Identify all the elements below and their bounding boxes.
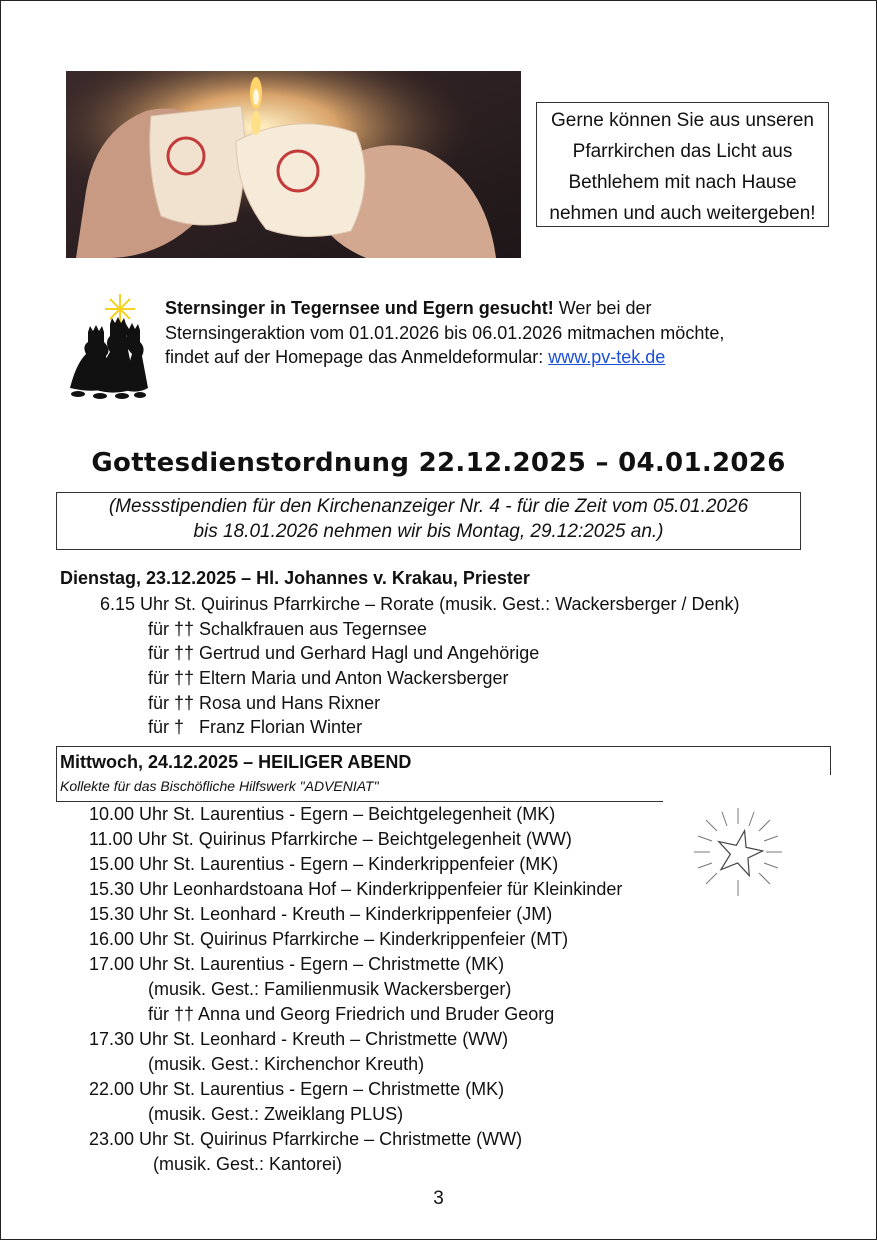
music-note: (musik. Gest.: Kirchenchor Kreuth)	[148, 1054, 425, 1074]
service-entry: 15.30 Uhr Leonhardstoana Hof – Kinderkrippenfeier für Kleinkinder	[89, 879, 623, 899]
service-entry: 10.00 Uhr St. Laurentius - Egern – Beichtgelegenheit (MK)	[89, 804, 556, 824]
sternsinger-line-1	[165, 296, 805, 321]
page-title: Gottesdienstordnung 22.12.2025 – 04.01.2026	[91, 448, 786, 478]
service-entry: 11.00 Uhr St. Quirinus Pfarrkirche – Beichtgelegenheit (WW)	[89, 829, 572, 849]
stipend-line: bis 18.01.2026 nehmen wir bis Montag, 29.12:2025 an.)	[193, 521, 664, 542]
sternsinger-text: findet auf der Homepage das Anmeldeformular:	[165, 347, 549, 367]
mass-intention: für †† Gertrud und Gerhard Hagl und Angehörige	[148, 643, 540, 663]
three-kings-star-icon	[66, 292, 150, 404]
service-entry: 17.30 Uhr St. Leonhard - Kreuth – Christmette (WW)	[89, 1029, 509, 1049]
music-note: (musik. Gest.: Kantorei)	[148, 1154, 343, 1174]
service-entry: 15.30 Uhr St. Leonhard - Kreuth – Kinderkrippenfeier (JM)	[89, 904, 553, 924]
candle-light-photo	[66, 71, 521, 258]
day-heading-wednesday: Mittwoch, 24.12.2025 – HEILIGER ABEND	[60, 752, 412, 772]
bethlehem-light-note	[536, 102, 829, 227]
service-entry: 6.15 Uhr St. Quirinus Pfarrkirche – Rorate (musik. Gest.: Wackersberger / Denk)	[100, 594, 740, 614]
mass-intention: für †† Rosa und Hans Rixner	[148, 693, 381, 713]
day-heading-tuesday: Dienstag, 23.12.2025 – Hl. Johannes v. Krakau, Priester	[60, 568, 530, 588]
page-number: 3	[433, 1188, 444, 1209]
service-entry: 17.00 Uhr St. Laurentius - Egern – Christmette (MK)	[89, 954, 505, 974]
sternsinger-line-3	[165, 345, 805, 370]
collection-note: Kollekte für das Bischöfliche Hilfswerk "ADVENIAT"	[60, 778, 379, 794]
note-line: Gerne können Sie aus unseren	[550, 110, 814, 131]
music-note: (musik. Gest.: Zweiklang PLUS)	[148, 1104, 404, 1124]
sternsinger-heading: Sternsinger in Tegernsee und Egern gesucht!	[165, 298, 554, 318]
mass-intention: für †† Eltern Maria und Anton Wackersberger	[148, 668, 509, 688]
sternsinger-announcement	[165, 296, 805, 370]
note-line: Bethlehem mit nach Hause	[568, 172, 797, 193]
note-line: nehmen und auch weitergeben!	[549, 203, 816, 224]
service-entry: 16.00 Uhr St. Quirinus Pfarrkirche – Kinderkrippenfeier (MT)	[89, 929, 569, 949]
music-note: (musik. Gest.: Familienmusik Wackersberger)	[148, 979, 512, 999]
stipend-line: (Messstipendien für den Kirchenanzeiger Nr. 4 - für die Zeit vom 05.01.2026	[108, 496, 749, 517]
service-entry: 23.00 Uhr St. Quirinus Pfarrkirche – Christmette (WW)	[89, 1129, 523, 1149]
sparkling-star-icon	[692, 806, 784, 898]
note-line: Pfarrkirchen das Licht aus	[572, 141, 793, 162]
homepage-link[interactable]: www.pv-tek.de	[548, 347, 666, 367]
service-entry: 15.00 Uhr St. Laurentius - Egern – Kinderkrippenfeier (MK)	[89, 854, 559, 874]
mass-stipend-note	[56, 492, 801, 550]
mass-intention: für †† Schalkfrauen aus Tegernsee	[148, 619, 427, 639]
sternsinger-line-2: Sternsingeraktion vom 01.01.2026 bis 06.01.2026 mitmachen möchte,	[165, 322, 725, 343]
service-entry: 22.00 Uhr St. Laurentius - Egern – Christmette (MK)	[89, 1079, 505, 1099]
mass-intention: für † Franz Florian Winter	[148, 717, 363, 737]
mass-intention: für †† Anna und Georg Friedrich und Bruder Georg	[148, 1004, 555, 1024]
sternsinger-text: Wer bei der	[553, 298, 652, 318]
